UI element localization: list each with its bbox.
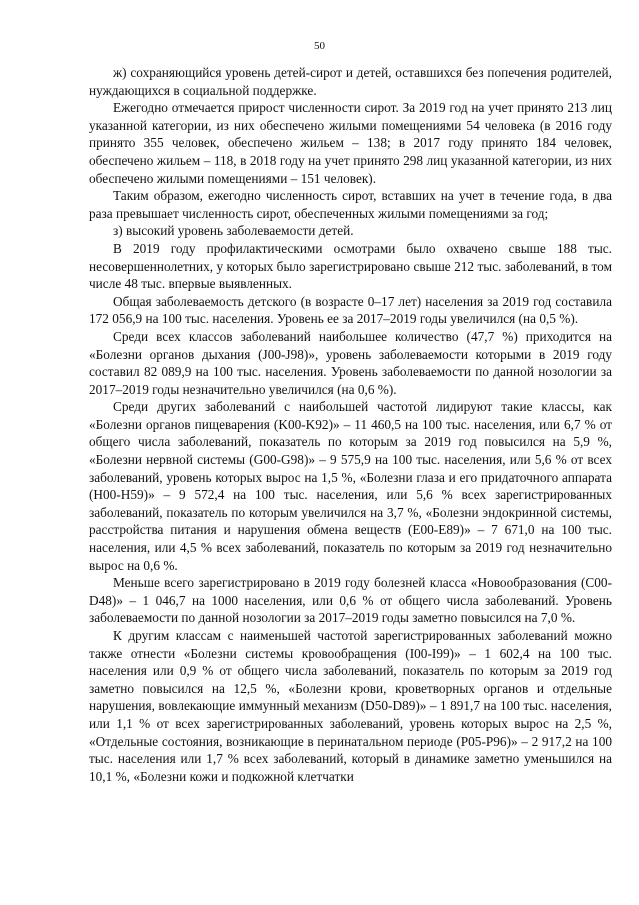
paragraph: Среди других заболеваний с наибольшей частотой лидируют такие классы, как «Болезни органов пищеварения (K00-K92)» – 11 460,5 на 100 тыс. населения, или 6,7 % от общего числа заболеваний, показатель по которым за 2019 год повысился на 5,9 %, «Болезни нервной системы (G00-G98)» – 9 575,9 на 100 тыс. населения, или 5,6 % от всех заболеваний, уровень которых вырос на 1,5 %, «Болезни глаза и его придаточного аппарата (H00-H59)» – 9 572,4 на 100 тыс. населения, или 5,6 % всех зарегистрированных заболеваний, показатель по которым увеличился на 3,7 %, «Болезни эндокринной системы, расстройства питания и нарушения обмена веществ (E00-E89)» – 7 671,0 на 100 тыс. населения, или 4,5 % всех заболеваний, показатель по которым за 2019 год незначительно вырос на 0,6 %. [89, 399, 612, 573]
paragraph: Меньше всего зарегистрировано в 2019 году болезней класса «Новообразования (C00-D48)» – 1 046,7 на 1000 населения, или 0,6 % от общего числа заболеваний. Уровень заболеваемости по данной нозологии за 2017–2019 годы заметно повысился на 7,0 %. [89, 575, 612, 626]
body-text [89, 64, 612, 785]
page-number: 50 [314, 40, 325, 52]
paragraph: В 2019 году профилактическими осмотрами было охвачено свыше 188 тыс. несовершеннолетних, у которых было зарегистрировано свыше 212 тыс. заболеваний, в том числе 48 тыс. впервые выявленных. [89, 240, 612, 292]
paragraph: ж) сохраняющийся уровень детей-сирот и детей, оставшихся без попечения родителей, нуждающихся в социальной поддержке. [89, 65, 612, 98]
paragraph: К другим классам с наименьшей частотой зарегистрированных заболеваний можно также отнести «Болезни системы кровообращения (I00-I99)» – 1 602,4 на 100 тыс. населения или 0,9 % от общего числа заболеваний, показатель по которым за 2019 год заметно повысился на 12,5 %, «Болезни крови, кроветворных органов и отдельные нарушения, вовлекающие иммунный механизм (D50-D89)» – 1 891,7 на 100 тыс. населения, или 1,1 % от всех зарегистрированных заболеваний, уровень которых вырос на 2,5 %, «Отдельные состояния, возникающие в перинатальном периоде (P05-P96)» – 2 917,2 на 100 тыс. населения или 1,7 % всех заболеваний, который в динамике заметно уменьшился на 10,1 %, «Болезни кожи и подкожной клетчатки [89, 628, 612, 784]
paragraph: Ежегодно отмечается прирост численности сирот. За 2019 год на учет принято 213 лиц указанной категории, из них обеспечено жилыми помещениями 54 человека (в 2016 году принято 355 человек, обеспечено жильем – 138; в 2017 году принято 184 человек, обеспечено жильем – 118, в 2018 году на учет принято 298 лиц указанной категории, из них обеспечено жилыми помещениями – 151 человек). [89, 100, 612, 186]
paragraph: з) высокий уровень заболеваемости детей. [113, 223, 354, 239]
paragraph: Среди всех классов заболеваний наибольшее количество (47,7 %) приходится на «Болезни органов дыхания (J00-J98)», уровень заболеваемости которыми в 2019 году составил 82 089,9 на 100 тыс. населения. Уровень заболеваемости по данной нозологии за 2017–2019 годы незначительно увеличился (на 0,6 %). [89, 328, 612, 397]
paragraph: Таким образом, ежегодно численность сирот, вставших на учет в течение года, в два раза превышает численность сирот, обеспеченных жилыми помещениями за год; [89, 188, 612, 221]
paragraph: Общая заболеваемость детского (в возрасте 0–17 лет) населения за 2019 год составила 172 056,9 на 100 тыс. населения. Уровень ее за 2017–2019 годы увеличился (на 0,5 %). [89, 293, 612, 327]
